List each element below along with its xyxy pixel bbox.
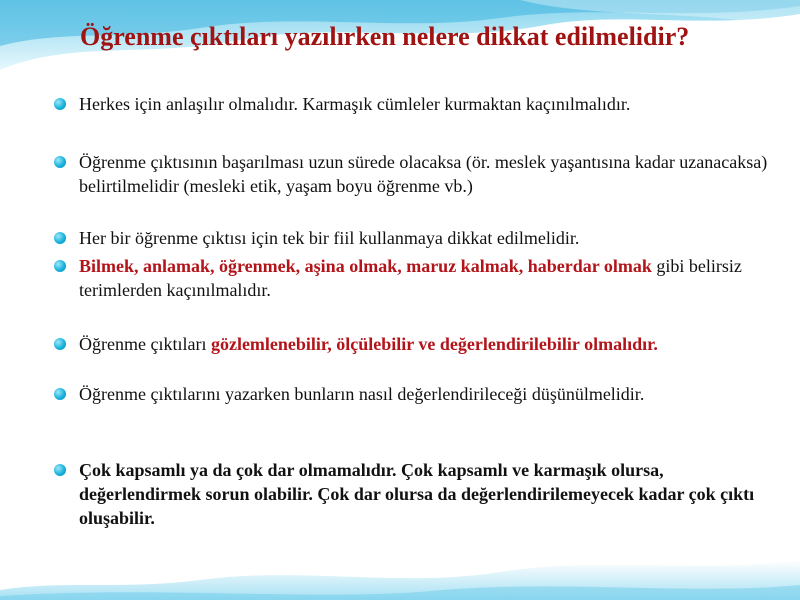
bullet-text: Öğrenme çıktılarını yazarken bunların nasıl değerlendirileceği düşünülmelidir. <box>79 384 645 404</box>
bullet-dot-icon <box>54 98 66 110</box>
slide-title: Öğrenme çıktıları yazılırken nelere dikkat edilmelidir? <box>80 22 690 51</box>
emphasis-text: Bilmek, anlamak, öğrenmek, aşina olmak, maruz kalmak, haberdar olmak <box>79 256 652 276</box>
bullet-dot-icon <box>54 464 66 476</box>
bullet-dot-icon <box>54 260 66 272</box>
bullet-dot-icon <box>54 232 66 244</box>
bullet-text: Bilmek, anlamak, öğrenmek, aşina olmak, maruz kalmak, haberdar olmak gibi belirsiz terimlerden kaçınılmalıdır. <box>79 256 742 300</box>
bullet-text: Her bir öğrenme çıktısı için tek bir fiil kullanmaya dikkat edilmelidir. <box>79 228 580 248</box>
bullet-text: Herkes için anlaşılır olmalıdır. Karmaşık cümleler kurmaktan kaçınılmalıdır. <box>79 94 631 114</box>
bullet-text: Öğrenme çıktısının başarılması uzun sürede olacaksa (ör. meslek yaşantısına kadar uzanacaksa) belirtilmelidir (mesleki etik, yaşam boyu öğrenme vb.) <box>79 152 768 196</box>
bullet-text: Öğrenme çıktıları gözlemlenebilir, ölçülebilir ve değerlendirilebilir olmalıdır. <box>79 334 658 354</box>
bullet-dot-icon <box>54 156 66 168</box>
bullet-dot-icon <box>54 338 66 350</box>
bullet-text: Çok kapsamlı ya da çok dar olmamalıdır. Çok kapsamlı ve karmaşık olursa, değerlendirmek sorun olabilir. Çok dar olursa da değerlendirilemeyecek kadar çok çıktı oluşabilir. <box>79 460 755 528</box>
bullet-dot-icon <box>54 388 66 400</box>
emphasis-text: gözlemlenebilir, ölçülebilir ve değerlendirilebilir olmalıdır. <box>210 334 658 354</box>
